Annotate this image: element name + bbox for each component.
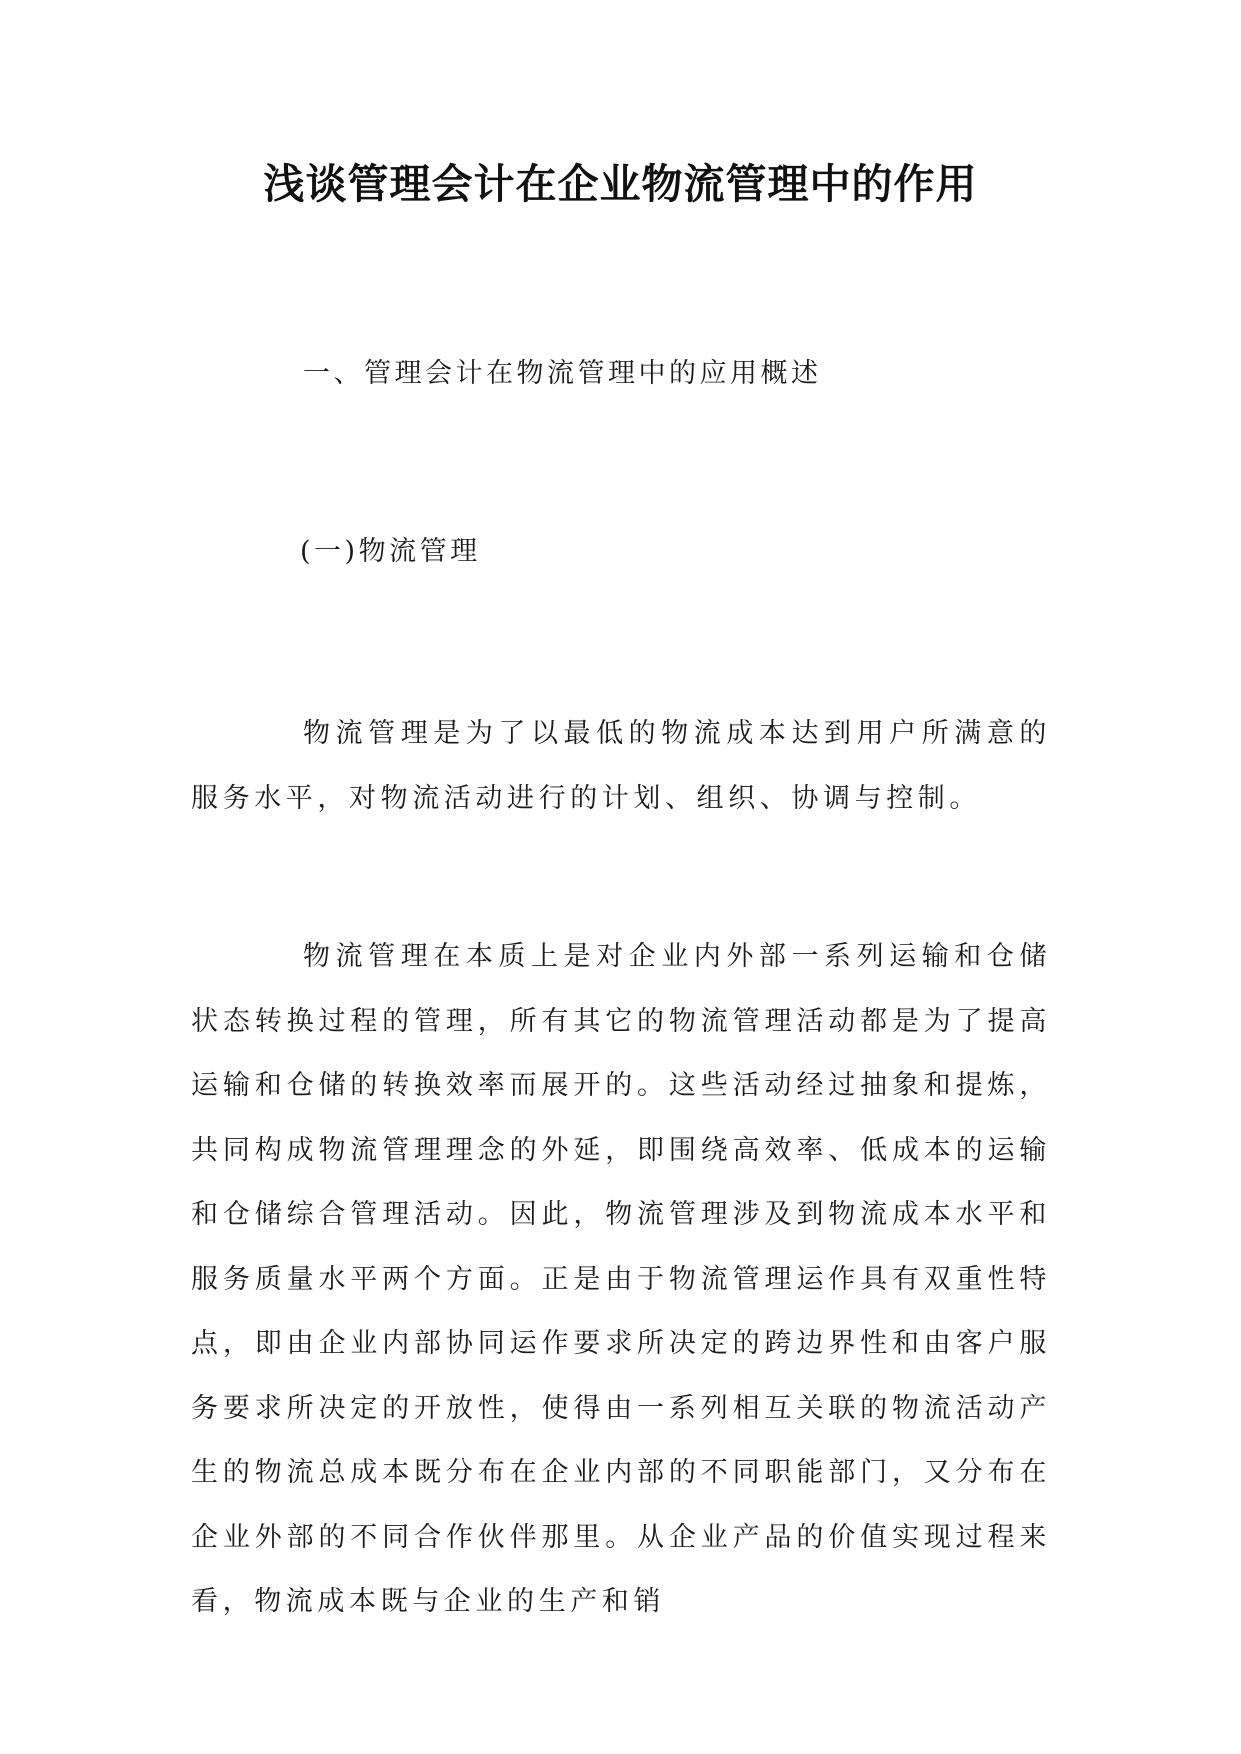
section-heading: 一、管理会计在物流管理中的应用概述 (303, 358, 822, 389)
subsection-heading: (一)物流管理 (300, 536, 481, 567)
document-title: 浅谈管理会计在企业物流管理中的作用 (263, 160, 978, 208)
body-paragraph: 物流管理在本质上是对企业内外部一系列运输和仓储状态转换过程的管理，所有其它的物流管理活动都是为了提高运输和仓储的转换效率而展开的。这些活动经过抽象和提炼，共同构成物流管理理念的外延，即围绕高效率、低成本的运输和仓储综合管理活动。因此，物流管理涉及到物流成本水平和服务质量水平两个方面。正是由于物流管理运作具有双重性特点，即由企业内部协同运作要求所决定的跨边界性和由客户服务要求所决定的开放性，使得由一系列相互关联的物流活动产生的物流总成本既分布在企业内部的不同职能部门，又分布在企业外部的不同合作伙伴那里。从企业产品的价值实现过程来看，物流成本既与企业的生产和销 (191, 941, 1051, 1617)
body-paragraph: 物流管理是为了以最低的物流成本达到用户所满意的服务水平，对物流活动进行的计划、组织、协调与控制。 (191, 718, 1051, 814)
